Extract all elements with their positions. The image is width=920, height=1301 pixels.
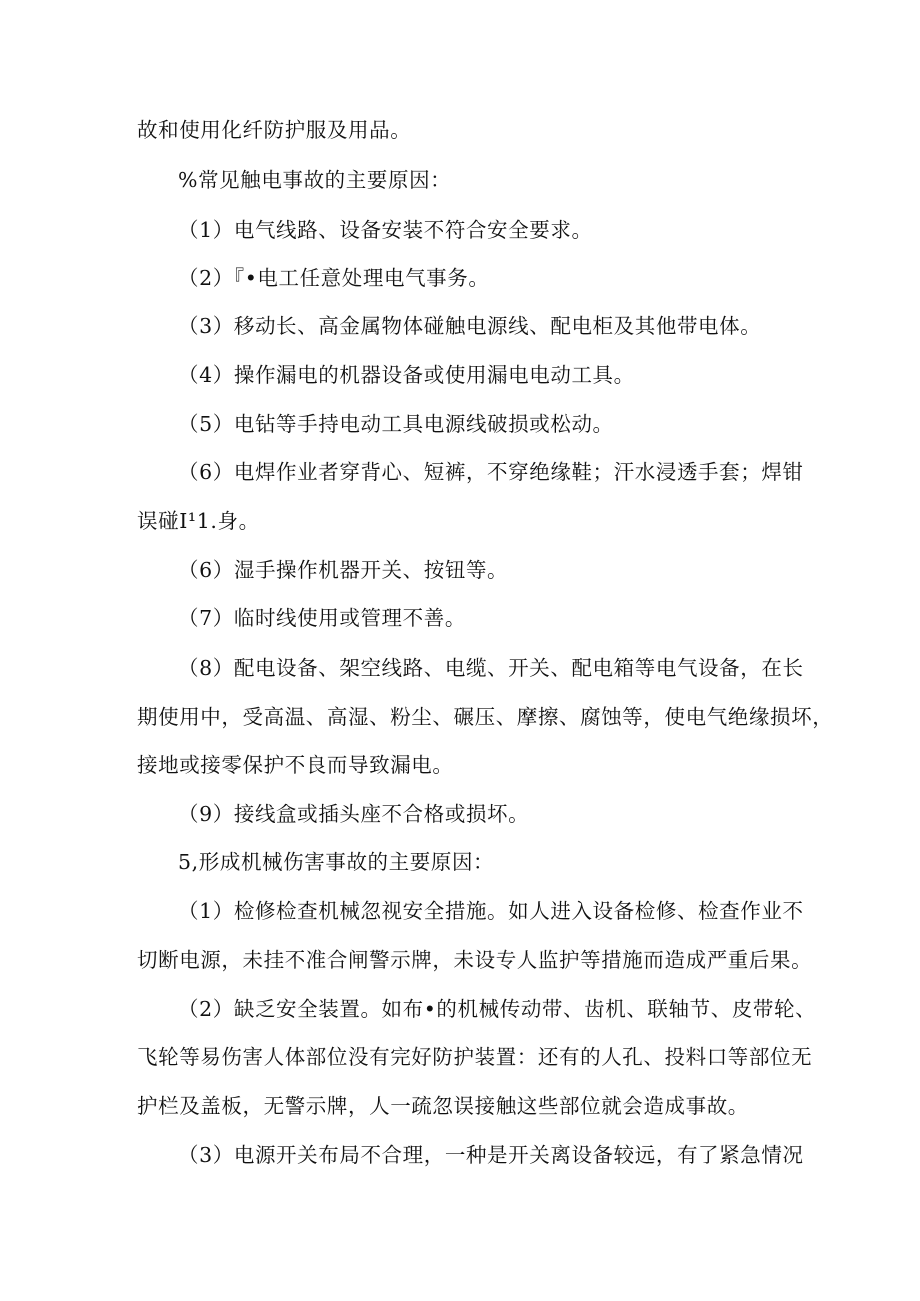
list-item-continuation: 接地或接零保护不良而导致漏电。 — [137, 753, 454, 777]
list-item-continuation: 期使用中，受高温、高湿、粉尘、碾压、摩擦、腐蚀等，使电气绝缘损坏， — [137, 705, 834, 729]
list-item: （2）『•电工任意处理电气事务。 — [178, 266, 490, 290]
list-item: （4）操作漏电的机器设备或使用漏电电动工具。 — [178, 363, 635, 387]
list-item-continuation: 护栏及盖板，无警示牌，人一疏忽误接触这些部位就会造成事故。 — [137, 1094, 749, 1118]
text-line-1: 故和使用化纤防护服及用品。 — [137, 118, 412, 142]
list-item: （7）临时线使用或管理不善。 — [178, 606, 466, 630]
section-heading-mechanical-injury: 5,形成机械伤害事故的主要原因： — [178, 850, 495, 874]
list-item-continuation: 误碰I¹1.身。 — [137, 509, 260, 533]
list-item: （3）电源开关布局不合理，一种是开关离设备较远，有了紧急情况 — [178, 1143, 804, 1167]
list-item: （6）湿手操作机器开关、按钮等。 — [178, 558, 509, 582]
list-item: （1）检修检查机械忽视安全措施。如人进入设备检修、检查作业不 — [178, 899, 804, 923]
list-item: （6）电焊作业者穿背心、短裤，不穿绝缘鞋；汗水浸透手套；焊钳 — [178, 460, 804, 484]
list-item-continuation: 切断电源，未挂不准合闸警示牌，未设专人监护等措施而造成严重后果。 — [137, 948, 813, 972]
list-item: （2）缺乏安全装置。如布•的机械传动带、齿机、联轴节、皮带轮、 — [178, 997, 817, 1021]
section-heading-electric-shock: %常见触电事故的主要原因： — [178, 168, 452, 192]
list-item: （8）配电设备、架空线路、电缆、开关、配电箱等电气设备，在长 — [178, 656, 804, 680]
list-item-continuation: 飞轮等易伤害人体部位没有完好防护装置：还有的人孔、投料口等部位无 — [137, 1045, 813, 1069]
list-item: （3）移动长、高金属物体碰触电源线、配电柜及其他带电体。 — [178, 314, 762, 338]
list-item: （1）电气线路、设备安装不符合安全要求。 — [178, 218, 593, 242]
list-item: （9）接线盒或插头座不合格或损坏。 — [178, 802, 530, 826]
list-item: （5）电钻等手持电动工具电源线破损或松动。 — [178, 412, 614, 436]
